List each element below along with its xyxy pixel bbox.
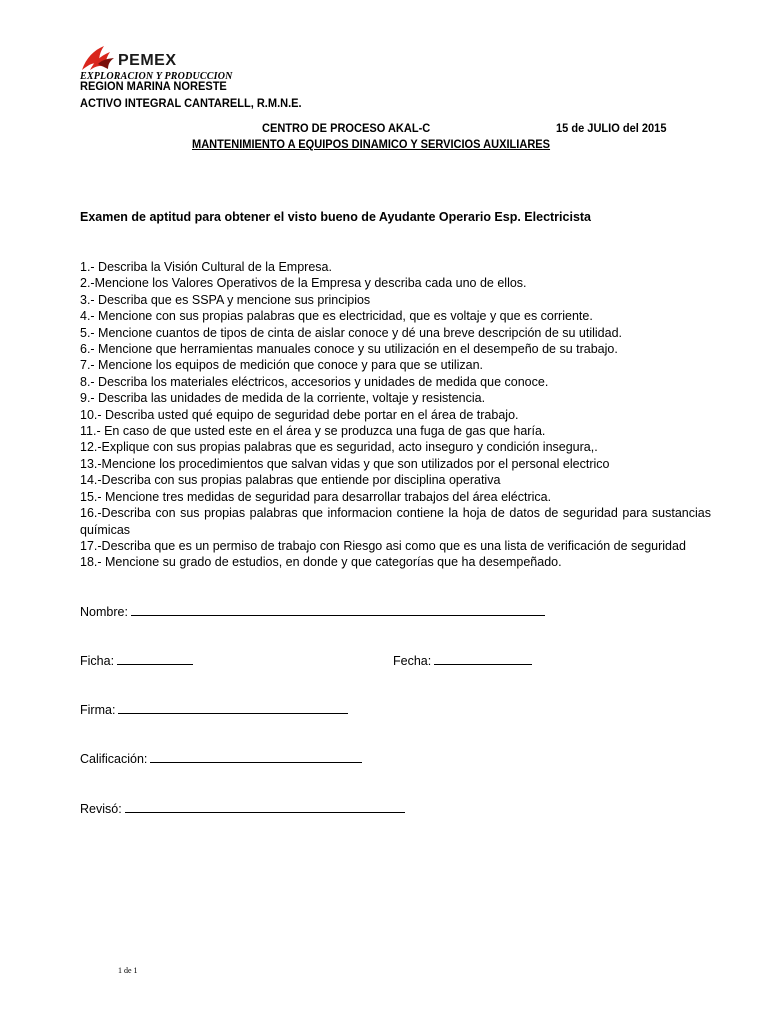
question-list — [80, 259, 711, 571]
reviso-blank[interactable] — [125, 800, 405, 813]
pemex-eagle-flame-icon — [80, 44, 116, 72]
question-item: 4.- Mencione con sus propias palabras que es electricidad, que es voltaje y que es corriente. — [80, 309, 593, 324]
question-item: 1.- Describa la Visión Cultural de la Empresa. — [80, 260, 332, 274]
nombre-blank[interactable] — [131, 603, 545, 616]
question-item: 13.-Mencione los procedimientos que salvan vidas y que son utilizados por el personal electrico — [80, 456, 610, 471]
header-activo: ACTIVO INTEGRAL CANTARELL, R.M.N.E. — [80, 96, 302, 110]
reviso-field — [80, 800, 405, 816]
calificacion-label: Calificación: — [80, 752, 148, 766]
page-number: 1 de 1 — [118, 966, 138, 975]
question-item: 15.- Mencione tres medidas de seguridad para desarrollar trabajos del área eléctrica. — [80, 489, 552, 504]
fecha-label: Fecha: — [393, 654, 432, 668]
question-item: 14.-Describa con sus propias palabras que entiende por disciplina operativa — [80, 473, 501, 488]
nombre-field — [80, 603, 545, 619]
pemex-logo — [80, 44, 233, 82]
question-item: 8.- Describa los materiales eléctricos, accesorios y unidades de medida que conoce. — [80, 374, 549, 389]
ficha-field — [80, 652, 193, 668]
question-item: 10.- Describa usted qué equipo de seguridad debe portar en el área de trabajo. — [80, 407, 519, 422]
pemex-wordmark: PEMEX — [118, 52, 177, 69]
header-fecha: 15 de JULIO del 2015 — [556, 121, 667, 135]
question-item: 2.-Mencione los Valores Operativos de la Empresa y describa cada uno de ellos. — [80, 276, 527, 291]
calificacion-field — [80, 750, 362, 766]
question-item: 7.- Mencione los equipos de medición que conoce y para que se utilizan. — [80, 358, 484, 373]
question-item: 18.- Mencione su grado de estudios, en donde y que categorías que ha desempeñado. — [80, 555, 562, 570]
firma-field — [80, 701, 348, 717]
nombre-label: Nombre: — [80, 605, 128, 619]
ficha-blank[interactable] — [117, 652, 193, 665]
logo-subtitle: EXPLORACION Y PRODUCCION — [80, 71, 233, 82]
header-region: REGION MARINA NORESTE — [80, 79, 227, 93]
fecha-field — [393, 652, 532, 668]
header-area: MANTENIMIENTO A EQUIPOS DINAMICO Y SERVICIOS AUXILIARES — [192, 137, 551, 151]
exam-title: Examen de aptitud para obtener el visto bueno de Ayudante Operario Esp. Electricista — [80, 210, 592, 224]
question-item: 5.- Mencione cuantos de tipos de cinta de aislar conoce y dé una breve descripción de su utilidad. — [80, 325, 622, 340]
question-item: 11.- En caso de que usted este en el área y se produzca una fuga de gas que haría. — [80, 424, 546, 439]
firma-label: Firma: — [80, 703, 116, 717]
question-item: 9.- Describa las unidades de medida de la corriente, voltaje y resistencia. — [80, 391, 486, 406]
question-item: 12.-Explique con sus propias palabras que es seguridad, acto inseguro y condición insegura,. — [80, 440, 598, 455]
firma-blank[interactable] — [118, 701, 348, 714]
header-centro: CENTRO DE PROCESO AKAL-C — [262, 121, 431, 135]
fecha-blank[interactable] — [434, 652, 532, 665]
question-item: 3.- Describa que es SSPA y mencione sus principios — [80, 292, 371, 307]
question-item: 17.-Describa que es un permiso de trabajo con Riesgo asi como que es una lista de verificación de seguridad — [80, 538, 686, 553]
question-item: 16.-Describa con sus propias palabras que informacion contiene la hoja de datos de seguridad para sustancias químicas — [80, 506, 711, 537]
calificacion-blank[interactable] — [150, 750, 362, 763]
question-item: 6.- Mencione que herramientas manuales conoce y su utilización en el desempeño de su trabajo. — [80, 342, 618, 357]
ficha-label: Ficha: — [80, 654, 115, 668]
reviso-label: Revisó: — [80, 802, 122, 816]
